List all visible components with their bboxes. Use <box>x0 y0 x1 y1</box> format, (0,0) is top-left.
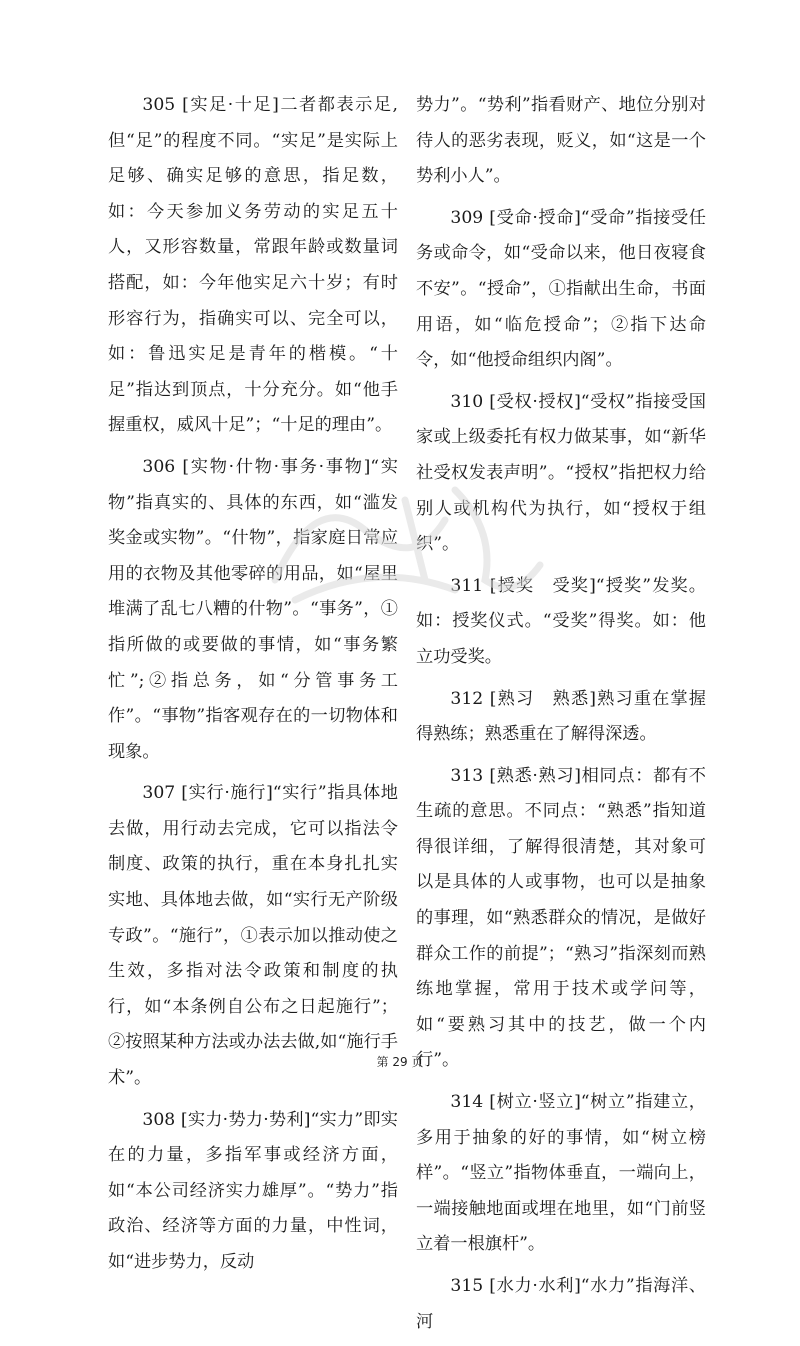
entry-311: 311 [授奖 受奖]“授奖”发奖。如：授奖仪式。“受奖”得奖。如：他立功受奖。 <box>416 575 706 667</box>
entry-312: 312 [熟习 熟悉]熟习重在掌握得熟练；熟悉重在了解得深透。 <box>416 688 706 745</box>
entry-305: 305 [实足·十足]二者都表示足,但“足”的程度不同。“实足”是实际上足够、确实足够的意思，指足数，如：今天参加义务劳动的实足五十人，又形容数量，常跟年龄或数量词搭配，如：今年他实足六十岁；有时形容行为，指确实可以、完全可以，如：鲁迅实足是青年的楷模。“十足”指达到顶点，十分充分。如“他手握重权，威风十足”；“十足的理由”。 <box>108 95 398 436</box>
entry-308: 308 [实力·势力·势利]“实力”即实在的力量，多指军事或经济方面，如“本公司经济实力雄厚”。“势力”指政治、经济等方面的力量，中性词，如“进步势力，反动 <box>108 1109 398 1272</box>
page-number: 第 29 页 <box>376 1055 424 1069</box>
entry-306: 306 [实物·什物·事务·事物]“实物”指真实的、具体的东西，如“滥发奖金或实物”。“什物”，指家庭日常应用的衣物及其他零碎的用品，如“屋里堆满了乱七八糟的什物”。“事务”，①指所做的或要做的事情，如“事务繁忙”;②指总务，如“分管事务工作”。“事物”指客观存在的一切物体和现象。 <box>108 456 398 762</box>
entry-309: 309 [受命·授命]“受命”指接受任务或命令，如“受命以来，他日夜寝食不安”。“授命”，①指献出生命，书面用语，如“临危授命”；②指下达命令，如“他授命组织内阁”。 <box>416 207 706 371</box>
right-column <box>416 88 706 1346</box>
entry-307: 307 [实行·施行]“实行”指具体地去做，用行动去完成，它可以指法令制度、政策的执行，重在本身扎扎实实地、具体地去做，如“实行无产阶级专政”。“施行”，①表示加以推动使之生效，多指对法令政策和制度的执行，如“本条例自公布之日起施行”；②按照某种方法或办法去做,如“施行手术”。 <box>108 783 398 1089</box>
entry-313: 313 [熟悉·熟习]相同点：都有不生疏的意思。不同点：“熟悉”指知道得很详细，了解得很清楚，其对象可以是具体的人或事物，也可以是抽象的事理，如“熟悉群众的情况，是做好群众工作的前提”；“熟习”指深刻而熟练地掌握，常用于技术或学问等，如“要熟习其中的技艺，做一个内行”。 <box>416 765 706 1071</box>
entry-308-continued: 势力”。“势利”指看财产、地位分别对待人的恶劣表现，贬义，如“这是一个势利小人”。 <box>416 95 706 187</box>
left-column <box>108 88 398 1287</box>
entry-310: 310 [受权·授权]“受权”指接受国家或上级委托有权力做某事，如“新华社受权发表声明”。“授权”指把权力给别人或机构代为执行，如“授权于组织”。 <box>416 391 706 555</box>
entry-314: 314 [树立·竖立]“树立”指建立，多用于抽象的好的事情，如“树立榜样”。“竖立”指物体垂直，一端向上，一端接触地面或埋在地里，如“门前竖立着一根旗杆”。 <box>416 1092 706 1255</box>
entry-315: 315 [水力·水利]“水力”指海洋、河 <box>416 1276 706 1332</box>
